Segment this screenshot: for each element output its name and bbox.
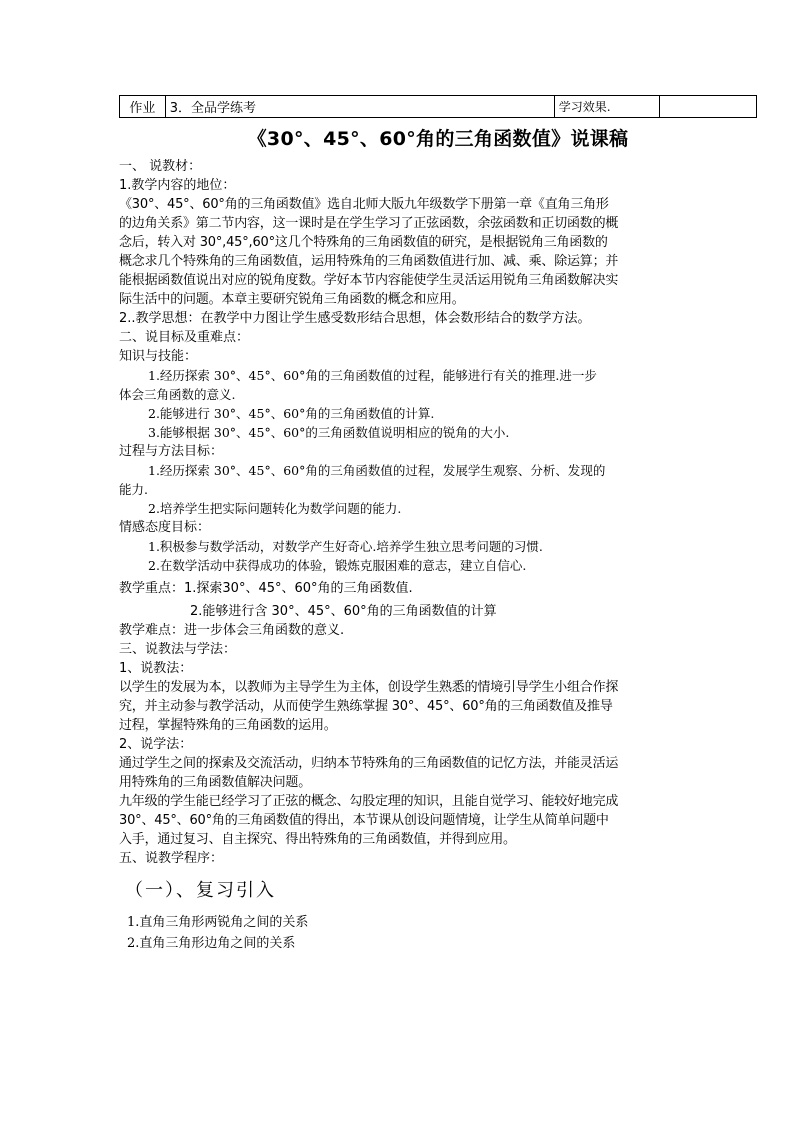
paragraph-line: 究，并主动参与教学活动，从而使学生熟练掌握 30°、45°、60°角的三角函数值及推导 — [119, 699, 613, 714]
paragraph-line: 过程，掌握特殊角的三角函数的运用。 — [119, 718, 337, 733]
paragraph-line: 以学生的发展为本，以教师为主导学生为主体，创设学生熟悉的情境引导学生小组合作探 — [119, 680, 619, 695]
goal-item: 2.培养学生把实际问题转化为数学问题的能力. — [148, 501, 402, 516]
paragraph-line: 《30°、45°、60°角的三角函数值》选自北师大版九年级数学下册第一章《直角三角形 — [119, 197, 609, 212]
review-item: 1.直角三角形两锐角之间的关系 — [127, 915, 309, 930]
subheading-learning-method: 2、说学法： — [119, 737, 193, 752]
section-heading-procedure: 五、说教学程序： — [119, 851, 224, 866]
section-heading-methods: 三、说教法与学法： — [119, 642, 237, 657]
paragraph-line: 用特殊角的三角函数值解决问题。 — [119, 775, 312, 790]
paragraph-line: 的边角关系》第二节内容，这一课时是在学生学习了正弦函数，余弦函数和正切函数的概 — [119, 216, 619, 231]
goal-item: 2.在数学活动中获得成功的体验，锻炼克服困难的意志，建立自信心. — [148, 558, 527, 573]
header-table — [119, 95, 757, 118]
page-title: 《30°、45°、60°角的三角函数值》说课稿 — [247, 128, 629, 150]
goal-item-continued: 体会三角函数的意义. — [119, 387, 236, 402]
subheading-content-position: 1.教学内容的地位： — [119, 178, 236, 193]
section-heading-goals: 二、说目标及重难点： — [119, 330, 250, 345]
goal-item: 1.积极参与数学活动，对数学产生好奇心.培养学生独立思考问题的习惯. — [148, 539, 543, 554]
review-section-heading: （一）、复习引入 — [125, 880, 276, 901]
goal-item-continued: 能力. — [119, 482, 148, 497]
paragraph-line: 概念求几个特殊角的三角函数值，运用特殊角的三角函数值进行加、减、乘、除运算；并 — [119, 254, 619, 269]
document-page — [119, 95, 759, 954]
subheading-process-methods: 过程与方法目标： — [119, 444, 224, 459]
key-points-line: 教学重点：1.探索30°、45°、60°角的三角函数值. — [119, 581, 413, 596]
teaching-idea-line: 2..教学思想：在教学中力图让学生感受数形结合思想，体会数形结合的数学方法。 — [119, 311, 591, 326]
goal-item: 2.能够进行 30°、45°、60°角的三角函数值的计算. — [148, 406, 435, 421]
key-points-line-2: 2.能够进行含 30°、45°、60°角的三角函数值的计算 — [190, 604, 497, 619]
goal-item: 1.经历探索 30°、45°、60°角的三角函数值的过程，发展学生观察、分析、发现的 — [148, 463, 606, 478]
goal-item: 1.经历探索 30°、45°、60°角的三角函数值的过程，能够进行有关的推理.进一步 — [148, 368, 597, 383]
difficult-points-line: 教学难点：进一步体会三角函数的意义. — [119, 623, 345, 638]
learning-effect-blank — [660, 96, 757, 118]
paragraph-line: 际生活中的问题。本章主要研究锐角三角函数的概念和应用。 — [119, 292, 465, 307]
homework-label: 作业 — [120, 96, 166, 118]
header-row — [120, 96, 757, 118]
subheading-attitude: 情感态度目标： — [119, 520, 211, 535]
subheading-knowledge-skills: 知识与技能： — [119, 349, 198, 364]
goal-item: 3.能够根据 30°、45°、60°的三角函数值说明相应的锐角的大小. — [148, 425, 510, 440]
learning-effect-label: 学习效果. — [554, 96, 660, 118]
paragraph-line: 能根据函数值说出对应的锐角度数。学好本节内容能使学生灵活运用锐角三角函数解决实 — [119, 273, 619, 288]
review-item: 2.直角三角形边角之间的关系 — [127, 936, 296, 951]
paragraph-line: 念后，转入对 30°,45°,60°这几个特殊角的三角函数值的研究，是根据锐角三角函数的 — [119, 235, 608, 250]
paragraph-line: 通过学生之间的探索及交流活动，归纳本节特殊角的三角函数值的记忆方法，并能灵活运 — [119, 756, 619, 771]
paragraph-line: 入手，通过复习、自主探究、得出特殊角的三角函数值，并得到应用。 — [119, 832, 516, 847]
homework-content: 3．全品学练考 — [165, 96, 554, 118]
section-heading-textbook: 一、 说教材： — [119, 159, 202, 174]
paragraph-line: 30°、45°、60°角的三角函数值的得出，本节课从创设问题情境，让学生从简单问题中 — [119, 813, 609, 828]
subheading-teaching-method: 1、说教法： — [119, 661, 193, 676]
paragraph-line: 九年级的学生能已经学习了正弦的概念、勾股定理的知识，且能自觉学习、能较好地完成 — [119, 794, 619, 809]
